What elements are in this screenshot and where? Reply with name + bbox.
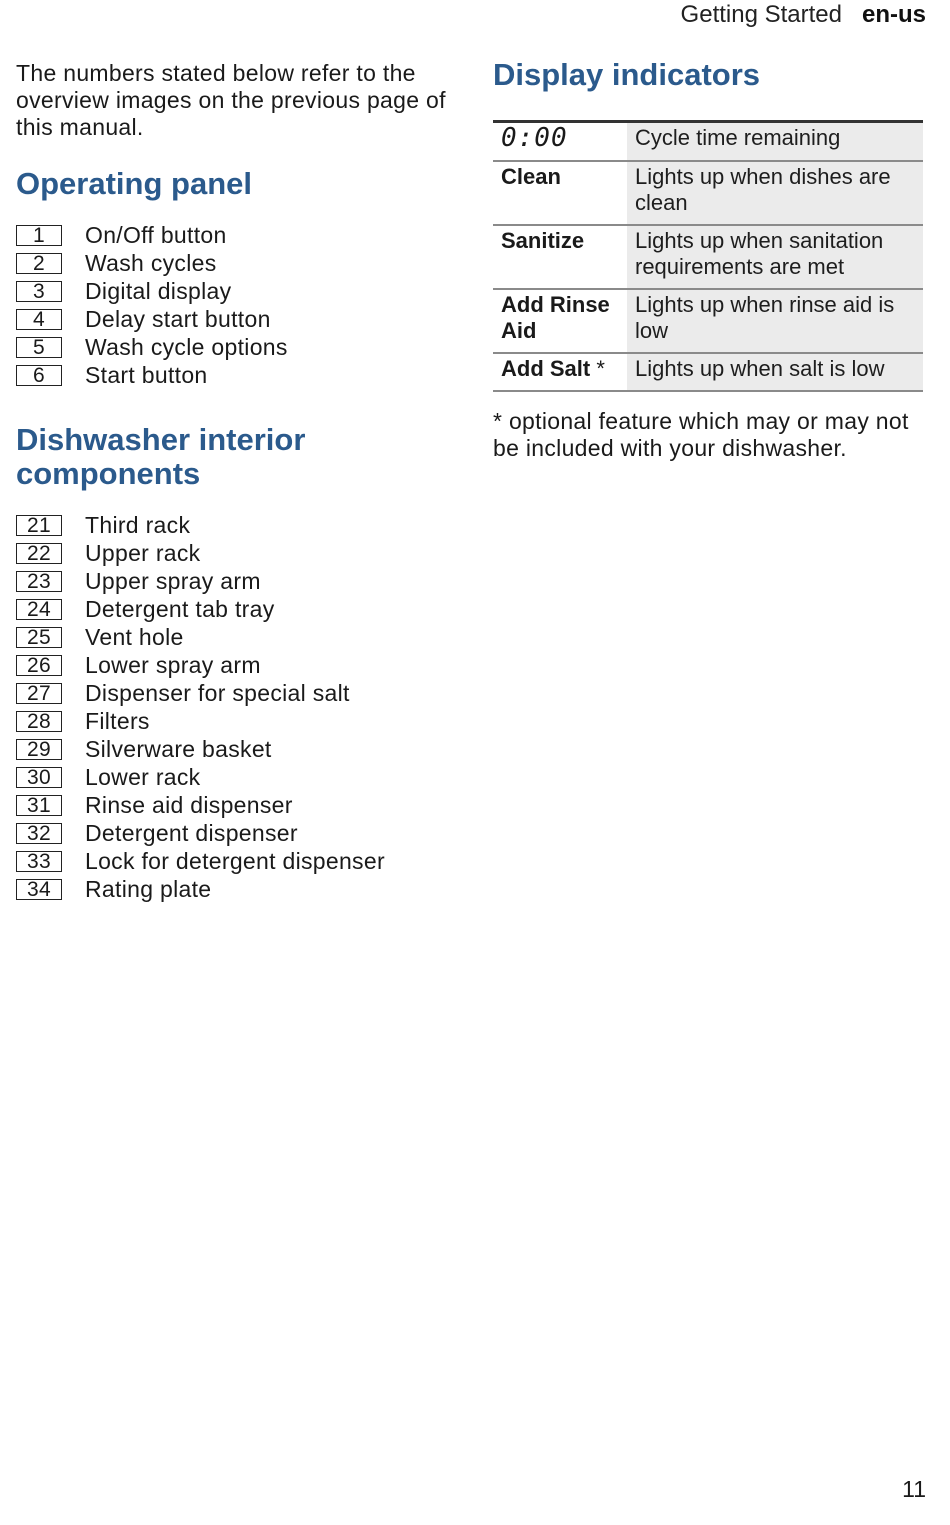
list-item bbox=[16, 791, 456, 819]
item-number-box: 32 bbox=[16, 823, 62, 844]
item-label: Filters bbox=[85, 707, 150, 734]
indicator-name-cell bbox=[493, 122, 627, 162]
indicator-name: Clean bbox=[501, 164, 561, 189]
interior-components-heading: Dishwasher interior components bbox=[16, 422, 306, 491]
item-number-box: 1 bbox=[16, 225, 62, 246]
item-label: Lower rack bbox=[85, 763, 201, 790]
item-label: Digital display bbox=[85, 277, 232, 304]
item-number-box: 4 bbox=[16, 309, 62, 330]
list-item bbox=[16, 361, 456, 389]
list-item bbox=[16, 277, 456, 305]
list-item bbox=[16, 707, 456, 735]
item-number-box: 3 bbox=[16, 281, 62, 302]
item-number-box: 30 bbox=[16, 767, 62, 788]
list-item bbox=[16, 679, 456, 707]
item-label: Third rack bbox=[85, 511, 191, 538]
list-item bbox=[16, 567, 456, 595]
list-item bbox=[16, 305, 456, 333]
display-indicators-heading: Display indicators bbox=[493, 57, 761, 92]
indicator-row bbox=[493, 122, 923, 162]
clock-display-glyph: 0:00 bbox=[501, 123, 568, 153]
item-label: On/Off button bbox=[85, 221, 227, 248]
display-indicators-table bbox=[493, 120, 923, 392]
list-item bbox=[16, 221, 456, 249]
item-label: Upper spray arm bbox=[85, 567, 261, 594]
operating-panel-heading: Operating panel bbox=[16, 166, 252, 201]
indicator-name-cell bbox=[493, 353, 627, 391]
indicator-name: Add Salt bbox=[501, 356, 591, 381]
operating-panel-list bbox=[16, 221, 456, 389]
list-item bbox=[16, 249, 456, 277]
right-column bbox=[493, 58, 923, 462]
item-label: Start button bbox=[85, 361, 208, 388]
indicator-description: Cycle time remaining bbox=[627, 122, 923, 162]
optional-marker: * bbox=[596, 356, 605, 381]
item-number-box: 21 bbox=[16, 515, 62, 536]
list-item bbox=[16, 333, 456, 361]
footnote: * optional feature which may or may not be included with your dishwasher. bbox=[493, 408, 909, 461]
indicator-description: Lights up when sanitation requirements are met bbox=[627, 225, 923, 289]
item-number-box: 22 bbox=[16, 543, 62, 564]
item-label: Upper rack bbox=[85, 539, 201, 566]
item-number-box: 24 bbox=[16, 599, 62, 620]
item-label: Silverware basket bbox=[85, 735, 272, 762]
list-item bbox=[16, 539, 456, 567]
intro-text: The numbers stated below refer to the overview images on the previous page of this manual. bbox=[16, 60, 446, 140]
indicator-name-cell bbox=[493, 225, 627, 289]
page-number: 11 bbox=[902, 1476, 926, 1502]
item-number-box: 5 bbox=[16, 337, 62, 358]
left-column bbox=[16, 60, 456, 903]
item-number-box: 29 bbox=[16, 739, 62, 760]
item-label: Vent hole bbox=[85, 623, 184, 650]
item-label: Rating plate bbox=[85, 875, 212, 902]
section-title: Getting Started bbox=[680, 1, 842, 28]
item-label: Rinse aid dispenser bbox=[85, 791, 293, 818]
item-number-box: 31 bbox=[16, 795, 62, 816]
indicator-name-cell bbox=[493, 161, 627, 225]
list-item bbox=[16, 511, 456, 539]
item-number-box: 26 bbox=[16, 655, 62, 676]
item-number-box: 6 bbox=[16, 365, 62, 386]
list-item bbox=[16, 623, 456, 651]
indicator-description: Lights up when rinse aid is low bbox=[627, 289, 923, 353]
item-label: Wash cycle options bbox=[85, 333, 288, 360]
interior-components-list bbox=[16, 511, 456, 903]
language-code: en-us bbox=[861, 1, 926, 28]
item-number-box: 34 bbox=[16, 879, 62, 900]
indicator-row bbox=[493, 161, 923, 225]
list-item bbox=[16, 847, 456, 875]
item-number-box: 27 bbox=[16, 683, 62, 704]
item-number-box: 23 bbox=[16, 571, 62, 592]
indicator-row bbox=[493, 353, 923, 391]
item-label: Dispenser for special salt bbox=[85, 679, 350, 706]
item-number-box: 25 bbox=[16, 627, 62, 648]
indicator-name: Sanitize bbox=[501, 228, 585, 253]
indicator-name: Add Rinse Aid bbox=[501, 292, 610, 343]
item-label: Lower spray arm bbox=[85, 651, 261, 678]
indicator-row bbox=[493, 225, 923, 289]
list-item bbox=[16, 651, 456, 679]
item-label: Detergent tab tray bbox=[85, 595, 275, 622]
indicator-name-cell bbox=[493, 289, 627, 353]
page-header bbox=[681, 0, 926, 30]
list-item bbox=[16, 875, 456, 903]
item-number-box: 2 bbox=[16, 253, 62, 274]
indicator-row bbox=[493, 289, 923, 353]
item-label: Delay start button bbox=[85, 305, 271, 332]
list-item bbox=[16, 819, 456, 847]
item-number-box: 33 bbox=[16, 851, 62, 872]
item-number-box: 28 bbox=[16, 711, 62, 732]
list-item bbox=[16, 735, 456, 763]
item-label: Detergent dispenser bbox=[85, 819, 298, 846]
list-item bbox=[16, 763, 456, 791]
indicator-description: Lights up when dishes are clean bbox=[627, 161, 923, 225]
indicator-description: Lights up when salt is low bbox=[627, 353, 923, 391]
item-label: Wash cycles bbox=[85, 249, 217, 276]
item-label: Lock for detergent dispenser bbox=[85, 847, 385, 874]
list-item bbox=[16, 595, 456, 623]
